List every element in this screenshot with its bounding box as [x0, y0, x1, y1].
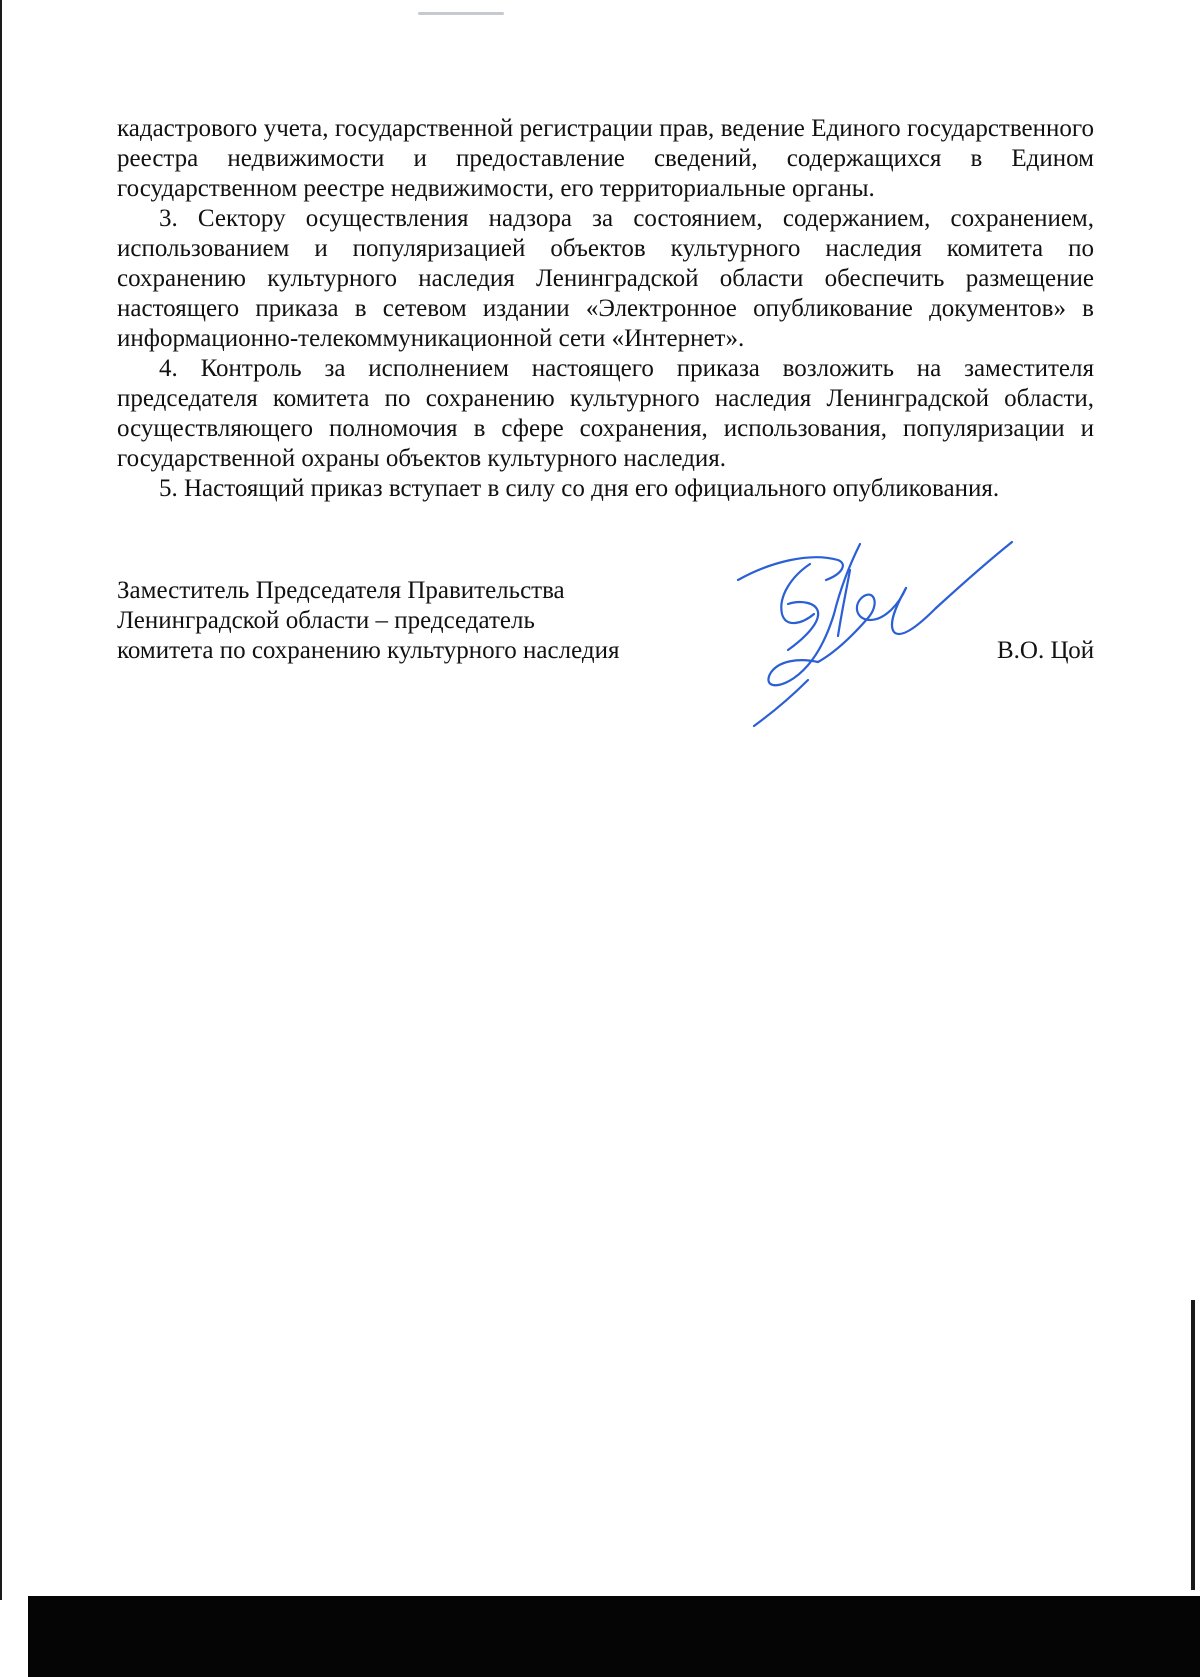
- document-body: [117, 114, 1094, 504]
- signatory-position: [117, 576, 619, 666]
- paragraph-continuation: кадастрового учета, государственной регистрации прав, ведение Единого государственного реестра недвижимости и предоставление сведений, содержащихся в Едином государственном реестре недвижимости, его территориальные органы.: [117, 115, 1094, 202]
- handwritten-signature: [730, 540, 1020, 740]
- scan-edge-right: [1191, 1300, 1195, 1590]
- signer-name: В.О. Цой: [997, 637, 1095, 664]
- signatory-position-line: Ленинградской области – председатель: [117, 607, 535, 634]
- scan-edge-left: [0, 0, 2, 1600]
- signatory-position-line: комитета по сохранению культурного наследия: [117, 637, 620, 664]
- paragraph-4: 4. Контроль за исполнением настоящего приказа возложить на заместителя председателя комитета по сохранению культурного наследия Ленинградской области, осуществляющего полномочия в сфере сохранения, использования, популяризации и государственной охраны объектов культурного наследия.: [117, 355, 1094, 472]
- scan-bottom-border: [28, 1596, 1200, 1677]
- paragraph-3: 3. Сектору осуществления надзора за состоянием, содержанием, сохранением, использованием и популяризацией объектов культурного наследия комитета по сохранению культурного наследия Ленинградской области обеспечить размещение настоящего приказа в сетевом издании «Электронное опубликование документов» в информационно-телекоммуникационной сети «Интернет».: [117, 205, 1094, 352]
- paragraph-5: 5. Настоящий приказ вступает в силу со дня его официального опубликования.: [159, 475, 1000, 502]
- signatory-position-line: Заместитель Председателя Правительства: [117, 577, 565, 604]
- scan-top-mark: [418, 12, 504, 15]
